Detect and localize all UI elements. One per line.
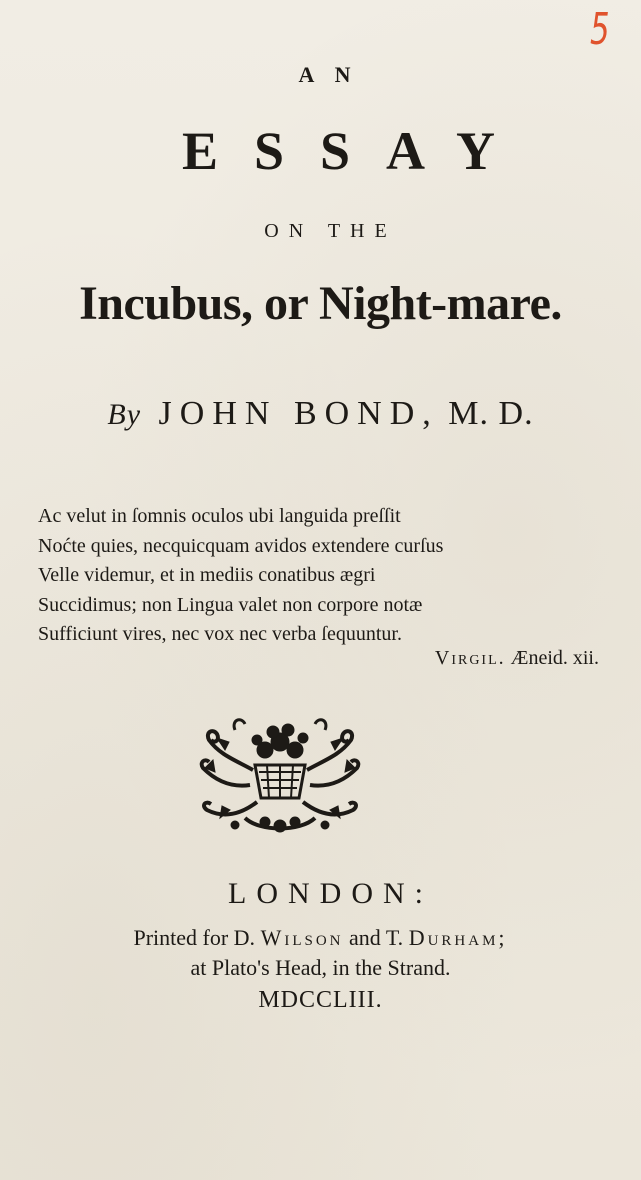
epigraph-line: Succidimus; non Lingua valet non corpore notæ [38, 593, 423, 616]
author-name: JOHN BOND, [158, 395, 439, 432]
printer-wilson: Wilson [260, 925, 344, 950]
author-by: By [107, 398, 142, 431]
printer-and: and T. [349, 925, 404, 950]
printer-durham: Durham; [408, 925, 508, 950]
imprint-city: LONDON: [228, 877, 433, 910]
imprint-printers [0, 925, 641, 951]
book-title: Incubus, or Night-mare. [79, 277, 562, 330]
author-line [0, 395, 641, 433]
citation-work: Æneid. xii. [510, 647, 599, 669]
epigraph-line: Ac velut in ſomnis oculos ubi languida preſſit [38, 505, 401, 527]
imprint-address: at Plato's Head, in the Strand. [190, 955, 451, 980]
epigraph-line: Velle videmur, et in mediis conatibus ægri [38, 564, 376, 586]
epigraph-line: Sufficiunt vires, nec vox nec verba ſequuntur. [38, 623, 402, 645]
epigraph [38, 502, 558, 650]
printed-for: Printed for D. [133, 925, 256, 950]
epigraph-line: Noćte quies, necquicquam avidos extendere curſus [38, 534, 444, 557]
heading-an: A N [298, 62, 359, 87]
imprint-date: MDCCLIII. [258, 987, 383, 1013]
page-number: 5 [590, 4, 610, 55]
heading-on-the: ON THE [264, 220, 397, 242]
citation-author: Virgil. [434, 647, 506, 669]
heading-essay: ESSAY [181, 121, 532, 181]
floral-basket-ornament-icon [195, 710, 365, 835]
author-degree: M. D. [448, 395, 534, 432]
epigraph-citation [435, 647, 599, 670]
